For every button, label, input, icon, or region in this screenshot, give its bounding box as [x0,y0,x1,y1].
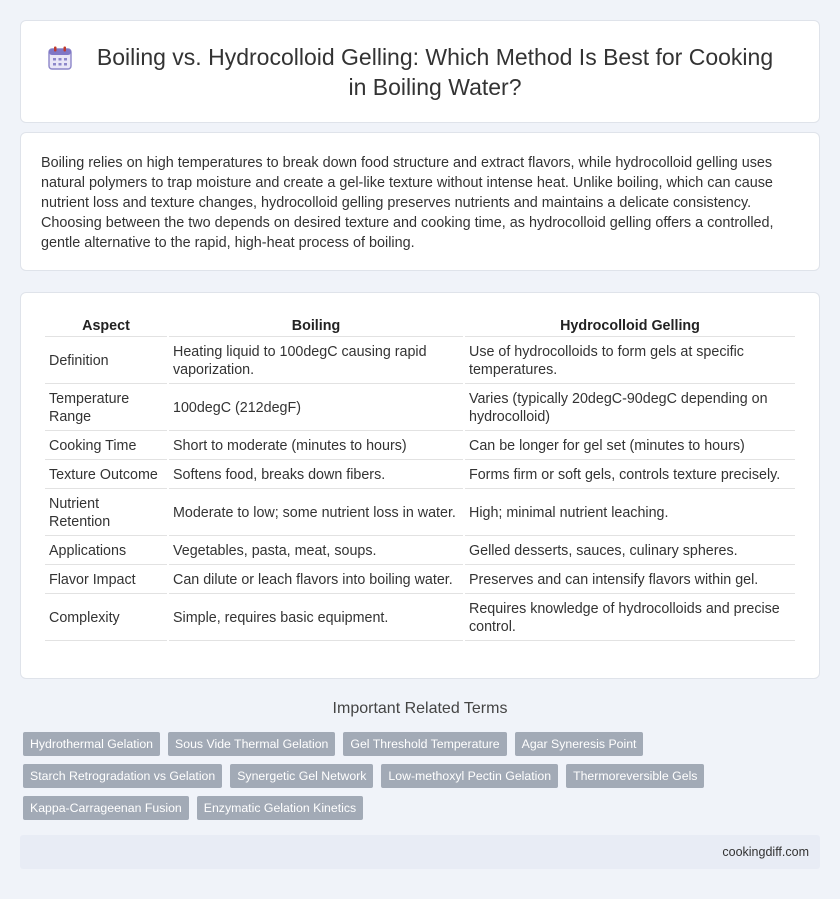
row-boiling-cell: Moderate to low; some nutrient loss in water. [169,491,463,536]
row-hydrocolloid-cell: Forms firm or soft gels, controls texture precisely. [465,462,795,489]
row-hydrocolloid-cell: High; minimal nutrient leaching. [465,491,795,536]
footer-site-link[interactable]: cookingdiff.com [722,845,809,859]
table-row [45,386,795,431]
row-aspect-cell: Cooking Time [45,433,167,460]
row-boiling-cell: Softens food, breaks down fibers. [169,462,463,489]
related-terms-list [23,732,823,828]
footer [20,835,820,869]
table-row [45,491,795,536]
intro-card [20,132,820,271]
row-hydrocolloid-cell: Can be longer for gel set (minutes to hours) [465,433,795,460]
related-term-tag[interactable]: Agar Syneresis Point [515,732,644,756]
row-aspect-cell: Nutrient Retention [45,491,167,536]
row-hydrocolloid-cell: Preserves and can intensify flavors within gel. [465,567,795,594]
related-term-tag[interactable]: Enzymatic Gelation Kinetics [197,796,363,820]
column-header-boiling: Boiling [169,315,463,337]
comparison-table [43,313,797,643]
row-boiling-cell: Short to moderate (minutes to hours) [169,433,463,460]
table-row [45,538,795,565]
table-row [45,339,795,384]
row-hydrocolloid-cell: Requires knowledge of hydrocolloids and precise control. [465,596,795,641]
row-aspect-cell: Temperature Range [45,386,167,431]
related-term-tag[interactable]: Gel Threshold Temperature [343,732,506,756]
related-term-tag[interactable]: Starch Retrogradation vs Gelation [23,764,222,788]
intro-paragraph: Boiling relies on high temperatures to break down food structure and extract flavors, while hydrocolloid gelling uses natural polymers to trap moisture and create a gel-like texture without intense heat. Unlike boiling, which can cause nutrient loss and texture changes, hydrocolloid gelling preserves nutrients and maintains a delicate consistency. Choosing between the two depends on desired texture and cooking time, as hydrocolloid gelling offers a controlled, gentle alternative to the rapid, high-heat process of boiling. [41,155,774,251]
column-header-hydrocolloid: Hydrocolloid Gelling [465,315,795,337]
related-term-tag[interactable]: Low-methoxyl Pectin Gelation [381,764,558,788]
table-header-row [45,315,795,337]
related-term-tag[interactable]: Hydrothermal Gelation [23,732,160,756]
row-aspect-cell: Flavor Impact [45,567,167,594]
comparison-table-card [20,292,820,679]
row-hydrocolloid-cell: Varies (typically 20degC-90degC depending on hydrocolloid) [465,386,795,431]
page-title: Boiling vs. Hydrocolloid Gelling: Which Method Is Best for Cooking in Boiling Water? [96,43,774,100]
table-row [45,462,795,489]
row-boiling-cell: Heating liquid to 100degC causing rapid vaporization. [169,339,463,384]
row-aspect-cell: Definition [45,339,167,384]
row-boiling-cell: Simple, requires basic equipment. [169,596,463,641]
row-hydrocolloid-cell: Use of hydrocolloids to form gels at specific temperatures. [465,339,795,384]
row-hydrocolloid-cell: Gelled desserts, sauces, culinary spheres. [465,538,795,565]
row-aspect-cell: Applications [45,538,167,565]
row-boiling-cell: Vegetables, pasta, meat, soups. [169,538,463,565]
row-aspect-cell: Texture Outcome [45,462,167,489]
header-card [20,20,820,123]
related-term-tag[interactable]: Synergetic Gel Network [230,764,373,788]
related-term-tag[interactable]: Sous Vide Thermal Gelation [168,732,335,756]
row-aspect-cell: Complexity [45,596,167,641]
column-header-aspect: Aspect [45,315,167,337]
table-row [45,567,795,594]
row-boiling-cell: 100degC (212degF) [169,386,463,431]
related-term-tag[interactable]: Thermoreversible Gels [566,764,704,788]
table-row [45,596,795,641]
table-row [45,433,795,460]
related-term-tag[interactable]: Kappa-Carrageenan Fusion [23,796,189,820]
related-terms-title: Important Related Terms [332,700,508,717]
row-boiling-cell: Can dilute or leach flavors into boiling water. [169,567,463,594]
